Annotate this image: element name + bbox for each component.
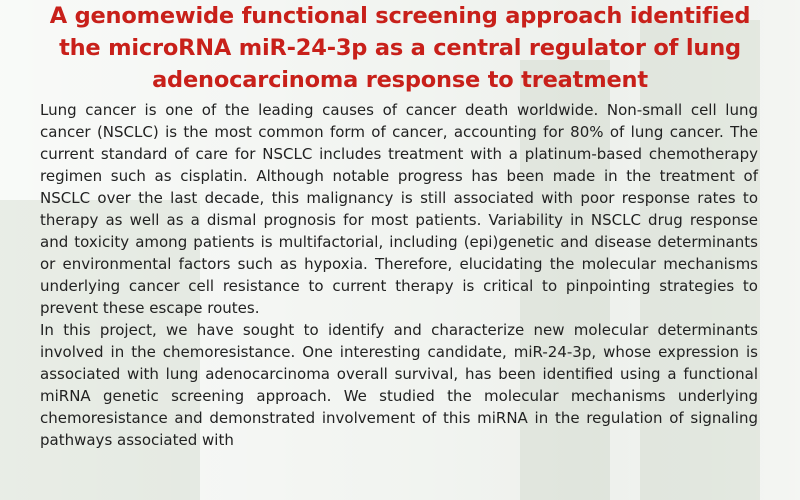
body-paragraph: In this project, we have sought to identify and characterize new molecular determinants involved in the chemoresistance. One interesting candidate, miR-24-3p, whose expression is associated with lung adenocarcinoma overall survival, has been identified using a functional miRNA genetic screening approach. We studied the molecular mechanisms underlying chemoresistance and demonstrated involvement of this miRNA in the regulation of signaling pathways associated with [40,321,758,449]
document-body [40,99,758,451]
document-title: A genomewide functional screening approach identified the microRNA miR-24-3p as a central regulator of lung adenocarcinoma response to treatment [49,3,751,93]
body-paragraph: Lung cancer is one of the leading causes of cancer death worldwide. Non-small cell lung cancer (NSCLC) is the most common form of cancer, accounting for 80% of lung cancer. The current standard of care for NSCLC includes treatment with a platinum-based chemotherapy regimen such as cisplatin. Although notable progress has been made in the treatment of NSCLC over the last decade, this malignancy is still associated with poor response rates to therapy as well as a dismal prognosis for most patients. Variability in NSCLC drug response and toxicity among patients is multifactorial, including (epi)genetic and disease determinants or environmental factors such as hypoxia. Therefore, elucidating the molecular mechanisms underlying cancer cell resistance to current therapy is critical to pinpointing strategies to prevent these escape routes. [40,101,758,317]
